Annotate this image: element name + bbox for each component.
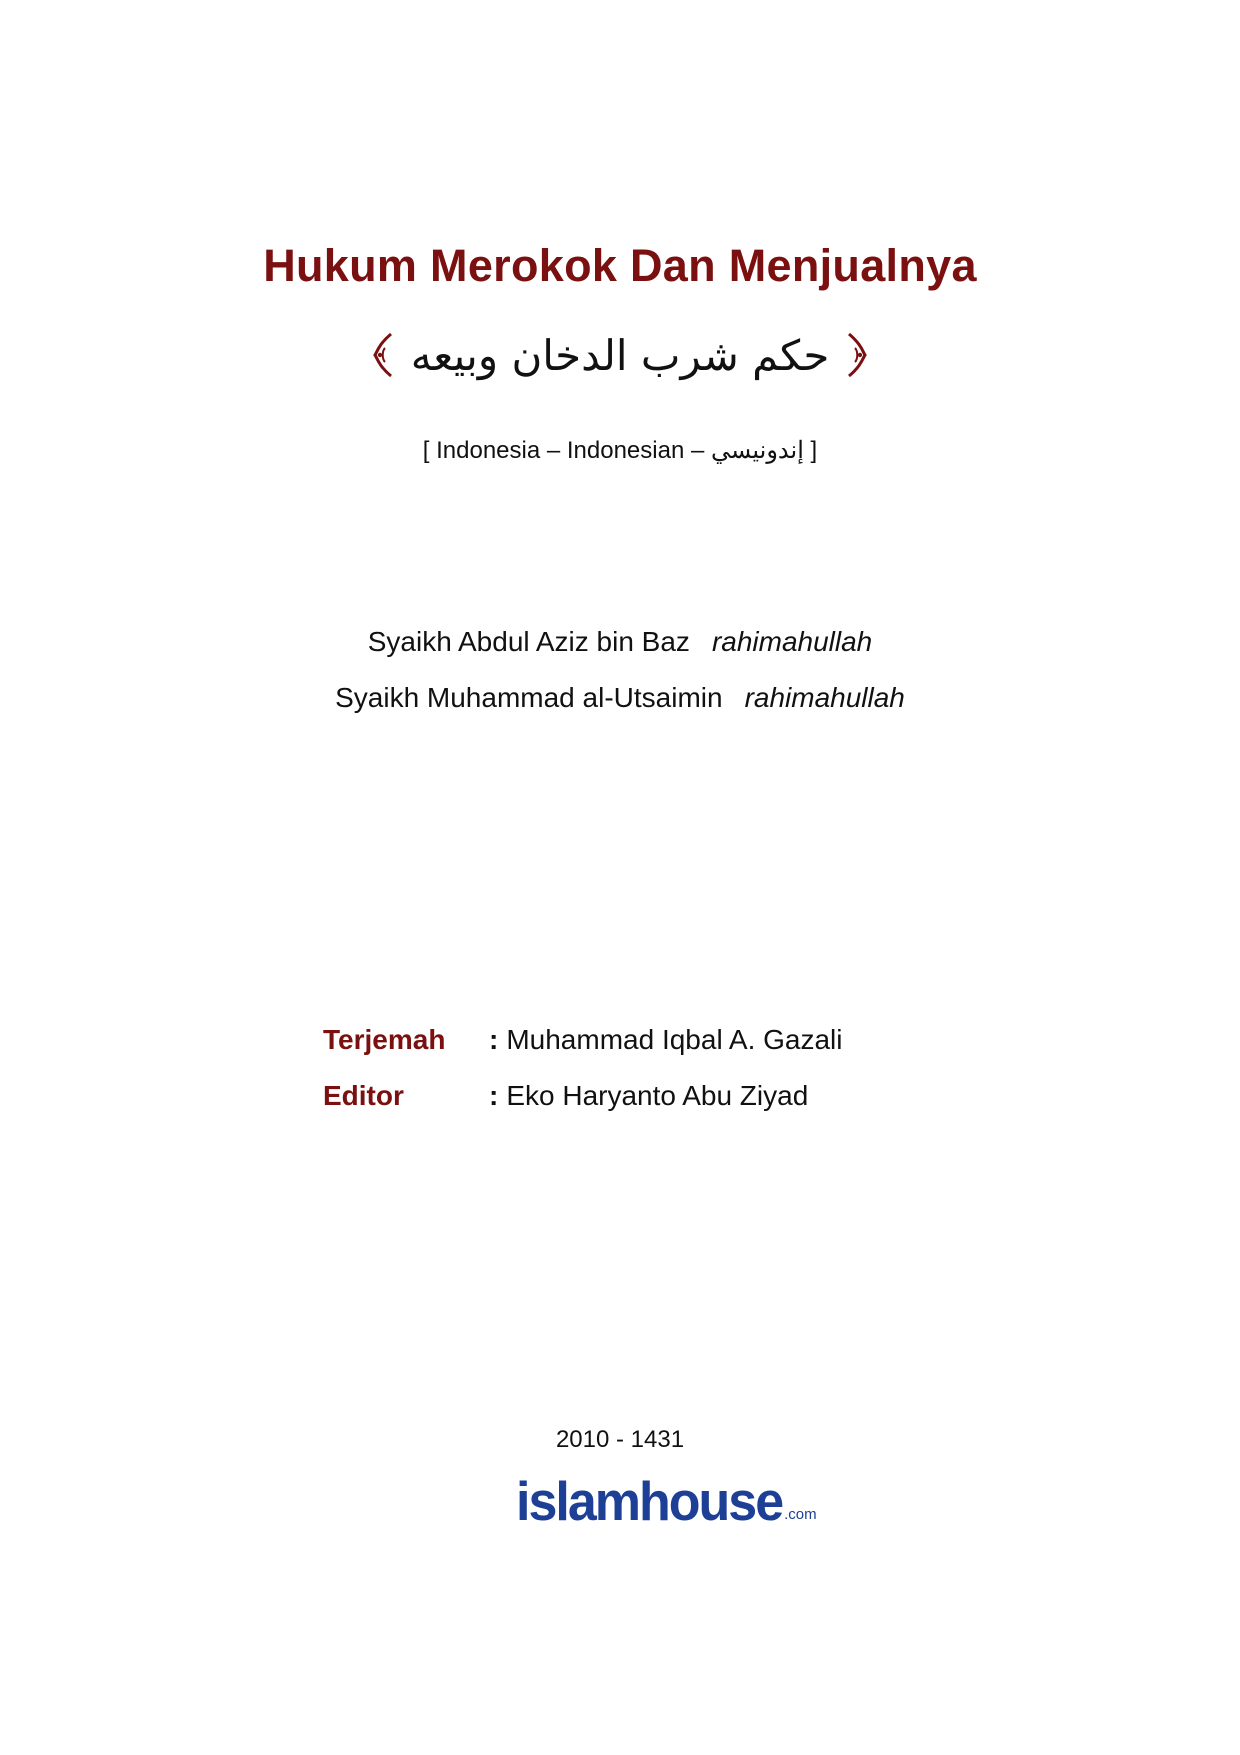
ornament-bracket-left-icon xyxy=(371,330,397,380)
credit-value: Eko Haryanto Abu Ziyad xyxy=(506,1080,809,1111)
credit-label: Editor xyxy=(323,1080,404,1111)
document-title: Hukum Merokok Dan Menjualnya xyxy=(263,240,977,291)
credit-row-translator xyxy=(323,1012,843,1068)
credit-row-editor xyxy=(323,1068,843,1124)
logo-tld: .com xyxy=(784,1506,817,1523)
logo-wordmark xyxy=(516,1471,782,1534)
islamhouse-logo xyxy=(516,1472,817,1532)
author-line xyxy=(0,614,1240,670)
author-honorific: rahimahullah xyxy=(711,626,873,657)
credits-block xyxy=(323,1012,843,1124)
logo-part-islam: islam xyxy=(516,1471,639,1533)
author-line xyxy=(0,670,1240,726)
credit-separator: : xyxy=(489,1024,499,1055)
author-name: Syaikh Abdul Aziz bin Baz xyxy=(367,626,690,657)
language-line xyxy=(0,436,1240,465)
language-prefix: [ Indonesia – Indonesian – xyxy=(422,437,705,464)
ornament-bracket-right-icon xyxy=(843,330,869,380)
credit-separator: : xyxy=(489,1080,499,1111)
credit-value: Muhammad Iqbal A. Gazali xyxy=(506,1024,843,1055)
language-suffix: ] xyxy=(810,437,818,464)
arabic-title-row xyxy=(0,330,1240,380)
arabic-title: حكم شرب الدخان وبيعه xyxy=(410,330,830,380)
author-name: Syaikh Muhammad al-Utsaimin xyxy=(335,682,723,713)
language-arabic: إندونيسي xyxy=(711,436,804,464)
authors-block xyxy=(0,614,1240,726)
author-honorific: rahimahullah xyxy=(744,682,905,713)
publication-year: 2010 - 1431 xyxy=(555,1426,685,1453)
logo-part-house: house xyxy=(638,1471,783,1533)
credit-label: Terjemah xyxy=(323,1024,446,1055)
